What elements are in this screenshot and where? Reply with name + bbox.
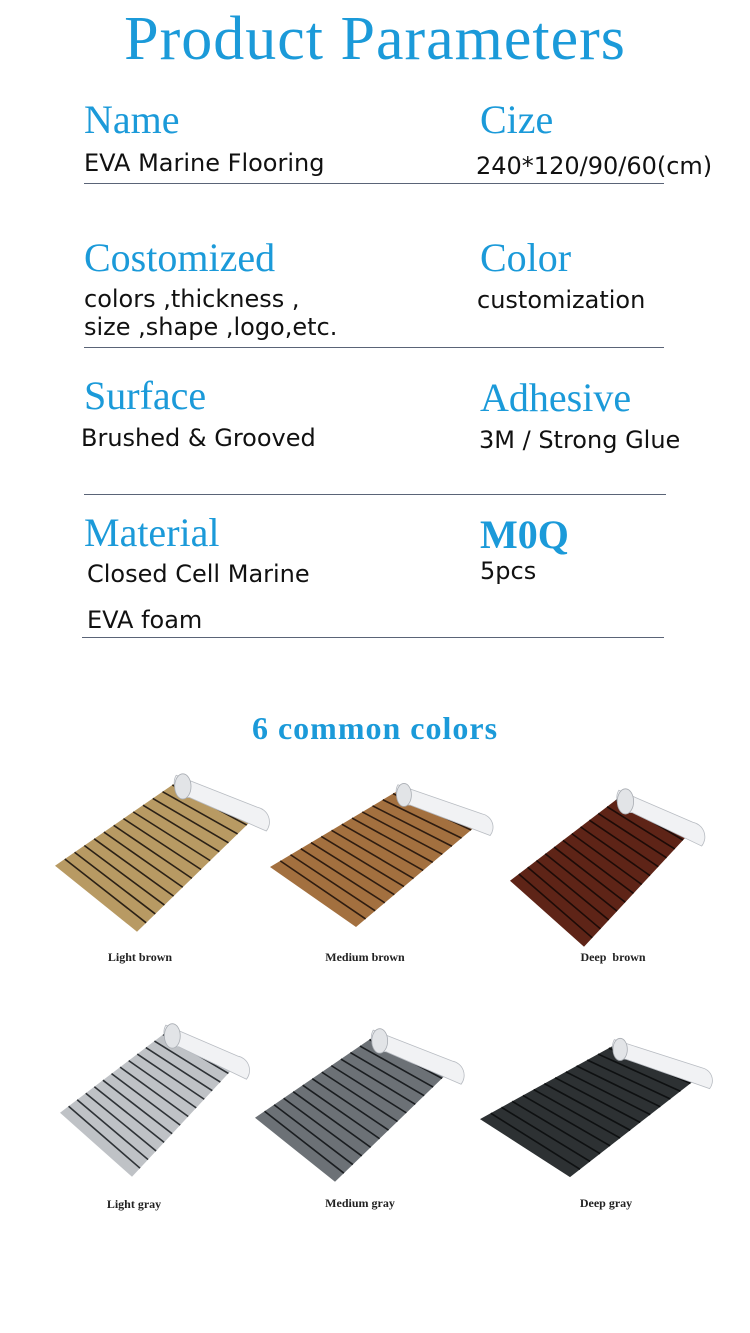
colors-title: 6 common colors — [251, 710, 499, 746]
flooring-swatch-image — [480, 1035, 705, 1180]
param-heading-color: Color — [480, 235, 572, 280]
param-value-name: EVA Marine Flooring — [84, 149, 325, 177]
param-value-surface: Brushed & Grooved — [81, 424, 316, 452]
swatch-label: Deep brown — [580, 950, 646, 964]
param-value-color: customization — [477, 286, 646, 314]
param-heading-name: Name — [84, 97, 180, 142]
param-heading-moq: M0Q — [480, 512, 569, 557]
param-heading-customized: Costomized — [84, 235, 276, 280]
swatch-label: Light brown — [107, 950, 173, 964]
flooring-swatch-image — [55, 770, 260, 935]
divider — [82, 637, 664, 638]
swatch-label: Light gray — [106, 1197, 162, 1211]
page-title: Product Parameters — [124, 5, 626, 73]
param-heading-size: Cize — [480, 97, 554, 142]
divider — [84, 183, 664, 184]
flooring-swatch-image — [270, 780, 485, 930]
param-heading-adhesive: Adhesive — [480, 375, 632, 420]
flooring-swatch-image — [510, 785, 695, 950]
param-value-customized: colors ,thickness , size ,shape ,logo,etc. — [84, 285, 338, 341]
flooring-swatch-image — [255, 1025, 455, 1185]
flooring-swatch-image — [60, 1020, 240, 1180]
divider — [84, 494, 666, 495]
param-value-material: Closed Cell Marine EVA foam — [87, 560, 310, 634]
param-heading-surface: Surface — [84, 373, 207, 418]
swatch-label: Medium gray — [325, 1196, 395, 1210]
swatch-label: Deep gray — [579, 1196, 633, 1210]
param-value-size: 240*120/90/60(cm) — [476, 152, 713, 180]
divider — [84, 347, 664, 348]
param-value-adhesive: 3M / Strong Glue — [479, 426, 681, 454]
param-value-moq: 5pcs — [480, 557, 537, 585]
param-heading-material: Material — [84, 510, 220, 555]
swatch-label: Medium brown — [325, 950, 405, 964]
